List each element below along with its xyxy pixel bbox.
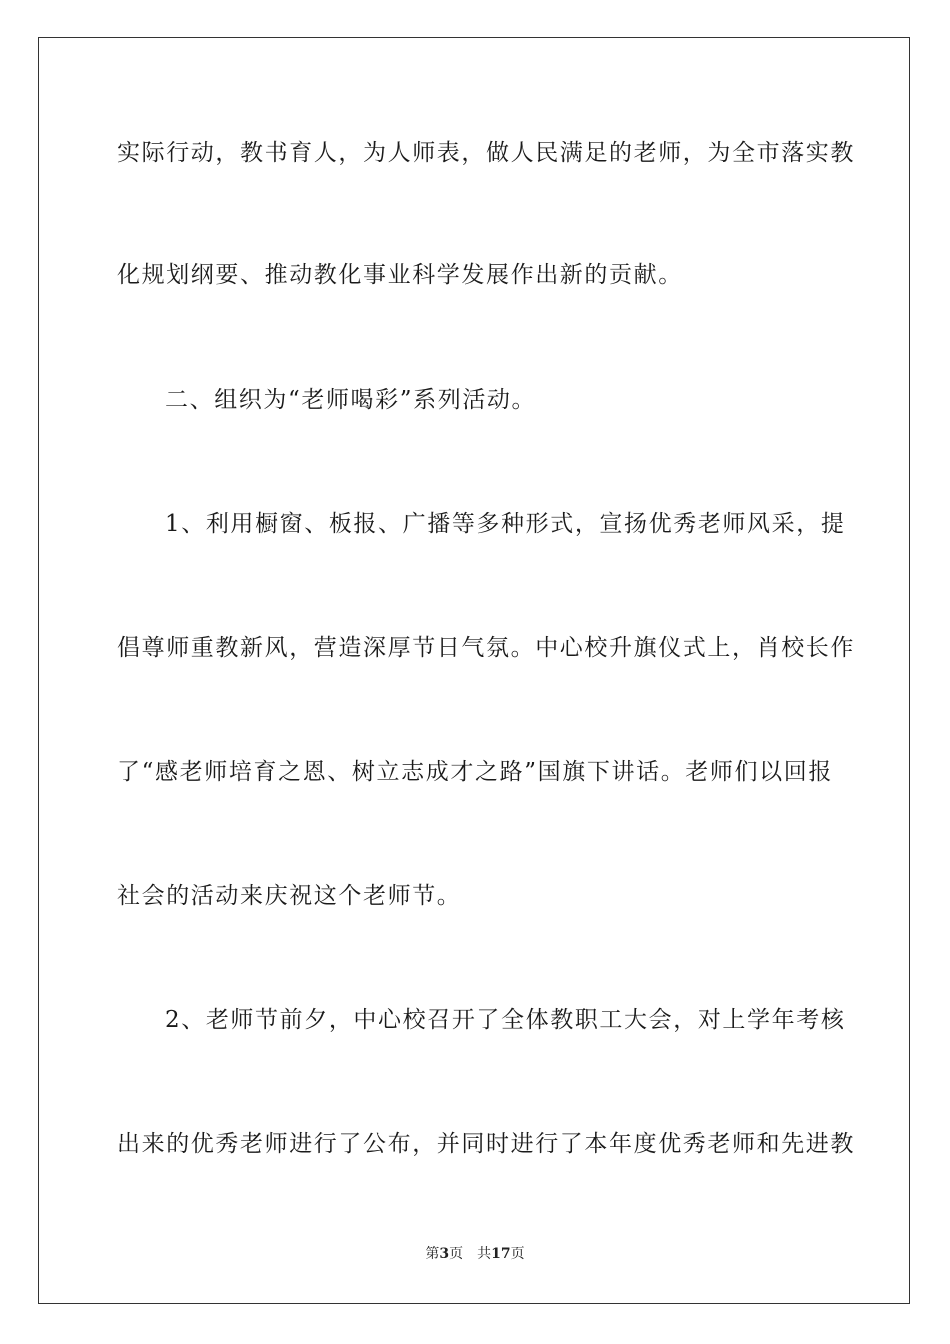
text-line-4: 1、利用橱窗、板报、广播等多种形式，宣扬优秀老师风采，提 bbox=[165, 511, 846, 537]
text-line-6: 了“感老师培育之恩、树立志成才之路”国旗下讲话。老师们以回报 bbox=[117, 759, 833, 785]
total-prefix: 共 bbox=[477, 1246, 492, 1262]
total-pages: 17 bbox=[491, 1246, 511, 1262]
section-heading: 二、组织为“老师喝彩”系列活动。 bbox=[165, 387, 537, 413]
text-line-2: 化规划纲要、推动教化事业科学发展作出新的贡献。 bbox=[117, 262, 683, 288]
text-line-1: 实际行动，教书育人，为人师表，做人民满足的老师，为全市落实教 bbox=[117, 140, 855, 166]
total-suffix: 页 bbox=[510, 1246, 525, 1262]
page-suffix: 页 bbox=[449, 1246, 464, 1262]
text-line-8: 2、老师节前夕，中心校召开了全体教职工大会，对上学年考核 bbox=[165, 1007, 846, 1033]
text-line-9: 出来的优秀老师进行了公布，并同时进行了本年度优秀老师和先进教 bbox=[117, 1131, 855, 1157]
page-border bbox=[38, 37, 910, 1304]
text-line-7: 社会的活动来庆祝这个老师节。 bbox=[117, 883, 462, 909]
page-number: 3 bbox=[439, 1246, 450, 1262]
text-line-5: 倡尊师重教新风，营造深厚节日气氛。中心校升旗仪式上，肖校长作 bbox=[117, 635, 855, 661]
page-footer bbox=[0, 1245, 950, 1263]
page-prefix: 第 bbox=[425, 1246, 440, 1262]
